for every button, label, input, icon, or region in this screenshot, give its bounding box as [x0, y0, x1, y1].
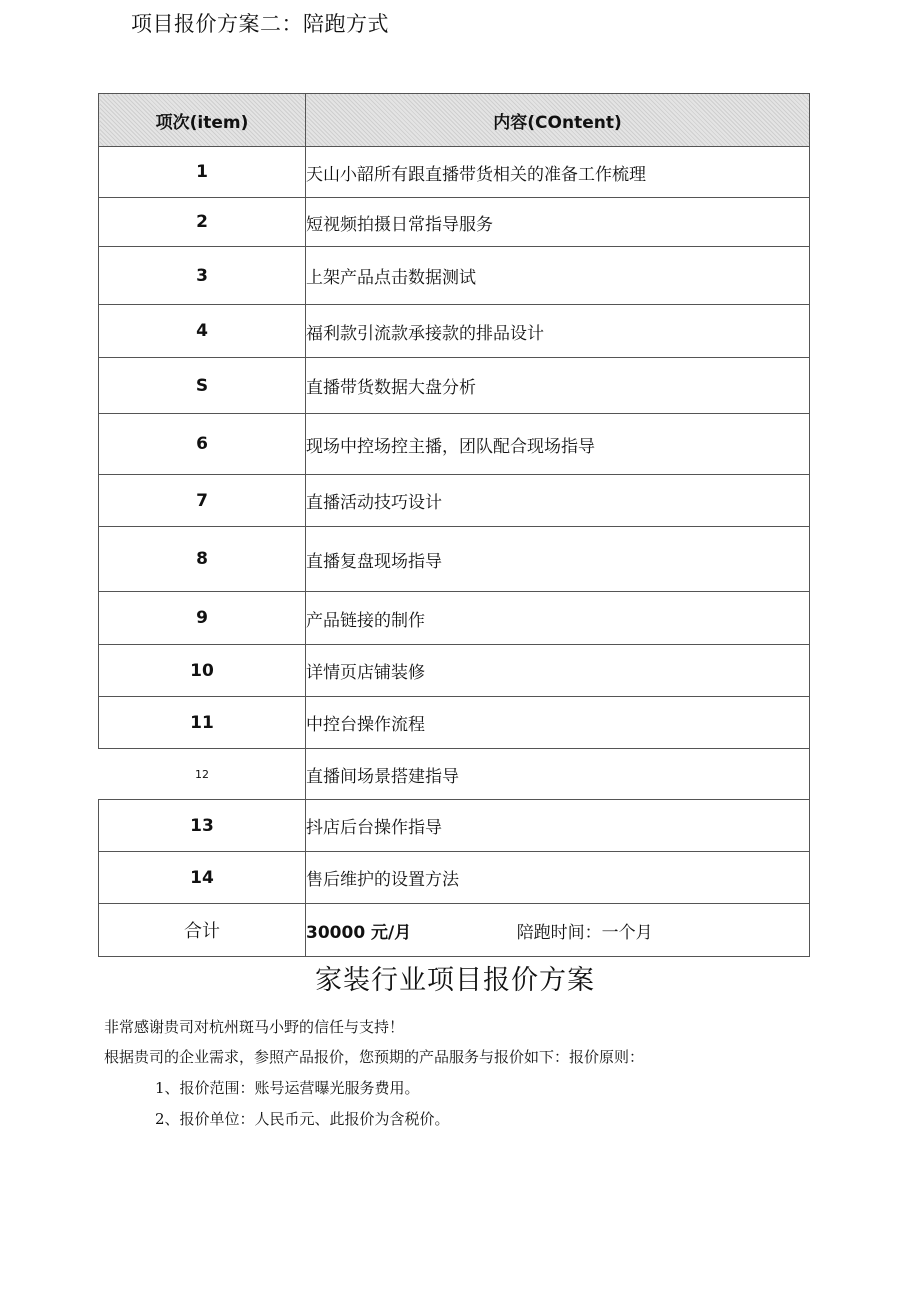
column-header-item: 项次(item)	[99, 94, 306, 147]
item-number: S	[99, 358, 306, 414]
item-content: 上架产品点击数据测试	[306, 247, 810, 305]
total-label: 合计	[99, 904, 306, 957]
item-content: 天山小韶所有跟直播带货相关的准备工作梳理	[306, 147, 810, 198]
intro-paragraph: 根据贵司的企业需求，参照产品报价，您预期的产品服务与报价如下：报价原则：	[104, 1048, 645, 1066]
table-row	[99, 527, 810, 592]
table-row	[99, 305, 810, 358]
item-content: 直播复盘现场指导	[306, 527, 810, 592]
service-table	[98, 93, 810, 957]
item-number: 9	[99, 592, 306, 645]
item-content: 直播带货数据大盘分析	[306, 358, 810, 414]
item-content: 详情页店铺装修	[306, 645, 810, 697]
thanks-paragraph: 非常感谢贵司对杭州斑马小野的信任与支持！	[104, 1018, 405, 1036]
item-content: 直播活动技巧设计	[306, 475, 810, 527]
table-row	[99, 645, 810, 697]
item-content: 中控台操作流程	[306, 697, 810, 749]
item-content: 直播间场景搭建指导	[306, 749, 810, 800]
item-content: 产品链接的制作	[306, 592, 810, 645]
item-number: 4	[99, 305, 306, 358]
table-row	[99, 800, 810, 852]
total-amount: 30000 元/月	[306, 922, 412, 943]
item-number: 1	[99, 147, 306, 198]
total-duration: 陪跑时间：一个月	[516, 922, 653, 943]
item-content: 抖店后台操作指导	[306, 800, 810, 852]
item-content: 短视频拍摄日常指导服务	[306, 198, 810, 247]
table-header-row	[99, 94, 810, 147]
table-row	[99, 198, 810, 247]
table-row	[99, 247, 810, 305]
item-content: 现场中控场控主播，团队配合现场指导	[306, 414, 810, 475]
item-number: 13	[99, 800, 306, 852]
item-number: 7	[99, 475, 306, 527]
principle-item-2: 2、报价单位：人民币元、此报价为含税价。	[155, 1110, 450, 1128]
table-row	[99, 852, 810, 904]
table-row	[99, 147, 810, 198]
item-number: 10	[99, 645, 306, 697]
principle-item-1: 1、报价范围：账号运营曝光服务费用。	[155, 1079, 420, 1097]
item-number: 12	[99, 749, 306, 800]
table-row	[99, 592, 810, 645]
item-number: 2	[99, 198, 306, 247]
item-number: 6	[99, 414, 306, 475]
item-content: 福利款引流款承接款的排品设计	[306, 305, 810, 358]
table-row	[99, 475, 810, 527]
item-number: 11	[99, 697, 306, 749]
page-heading: 项目报价方案二：陪跑方式	[131, 12, 389, 36]
table-row	[99, 414, 810, 475]
total-content	[306, 904, 810, 957]
table-row	[99, 358, 810, 414]
item-content: 售后维护的设置方法	[306, 852, 810, 904]
total-row	[99, 904, 810, 957]
item-number: 8	[99, 527, 306, 592]
section-title: 家装行业项目报价方案	[315, 965, 595, 996]
table-row	[99, 749, 810, 800]
table-row	[99, 697, 810, 749]
column-header-content: 内容(COntent)	[306, 94, 810, 147]
item-number: 14	[99, 852, 306, 904]
item-number: 3	[99, 247, 306, 305]
